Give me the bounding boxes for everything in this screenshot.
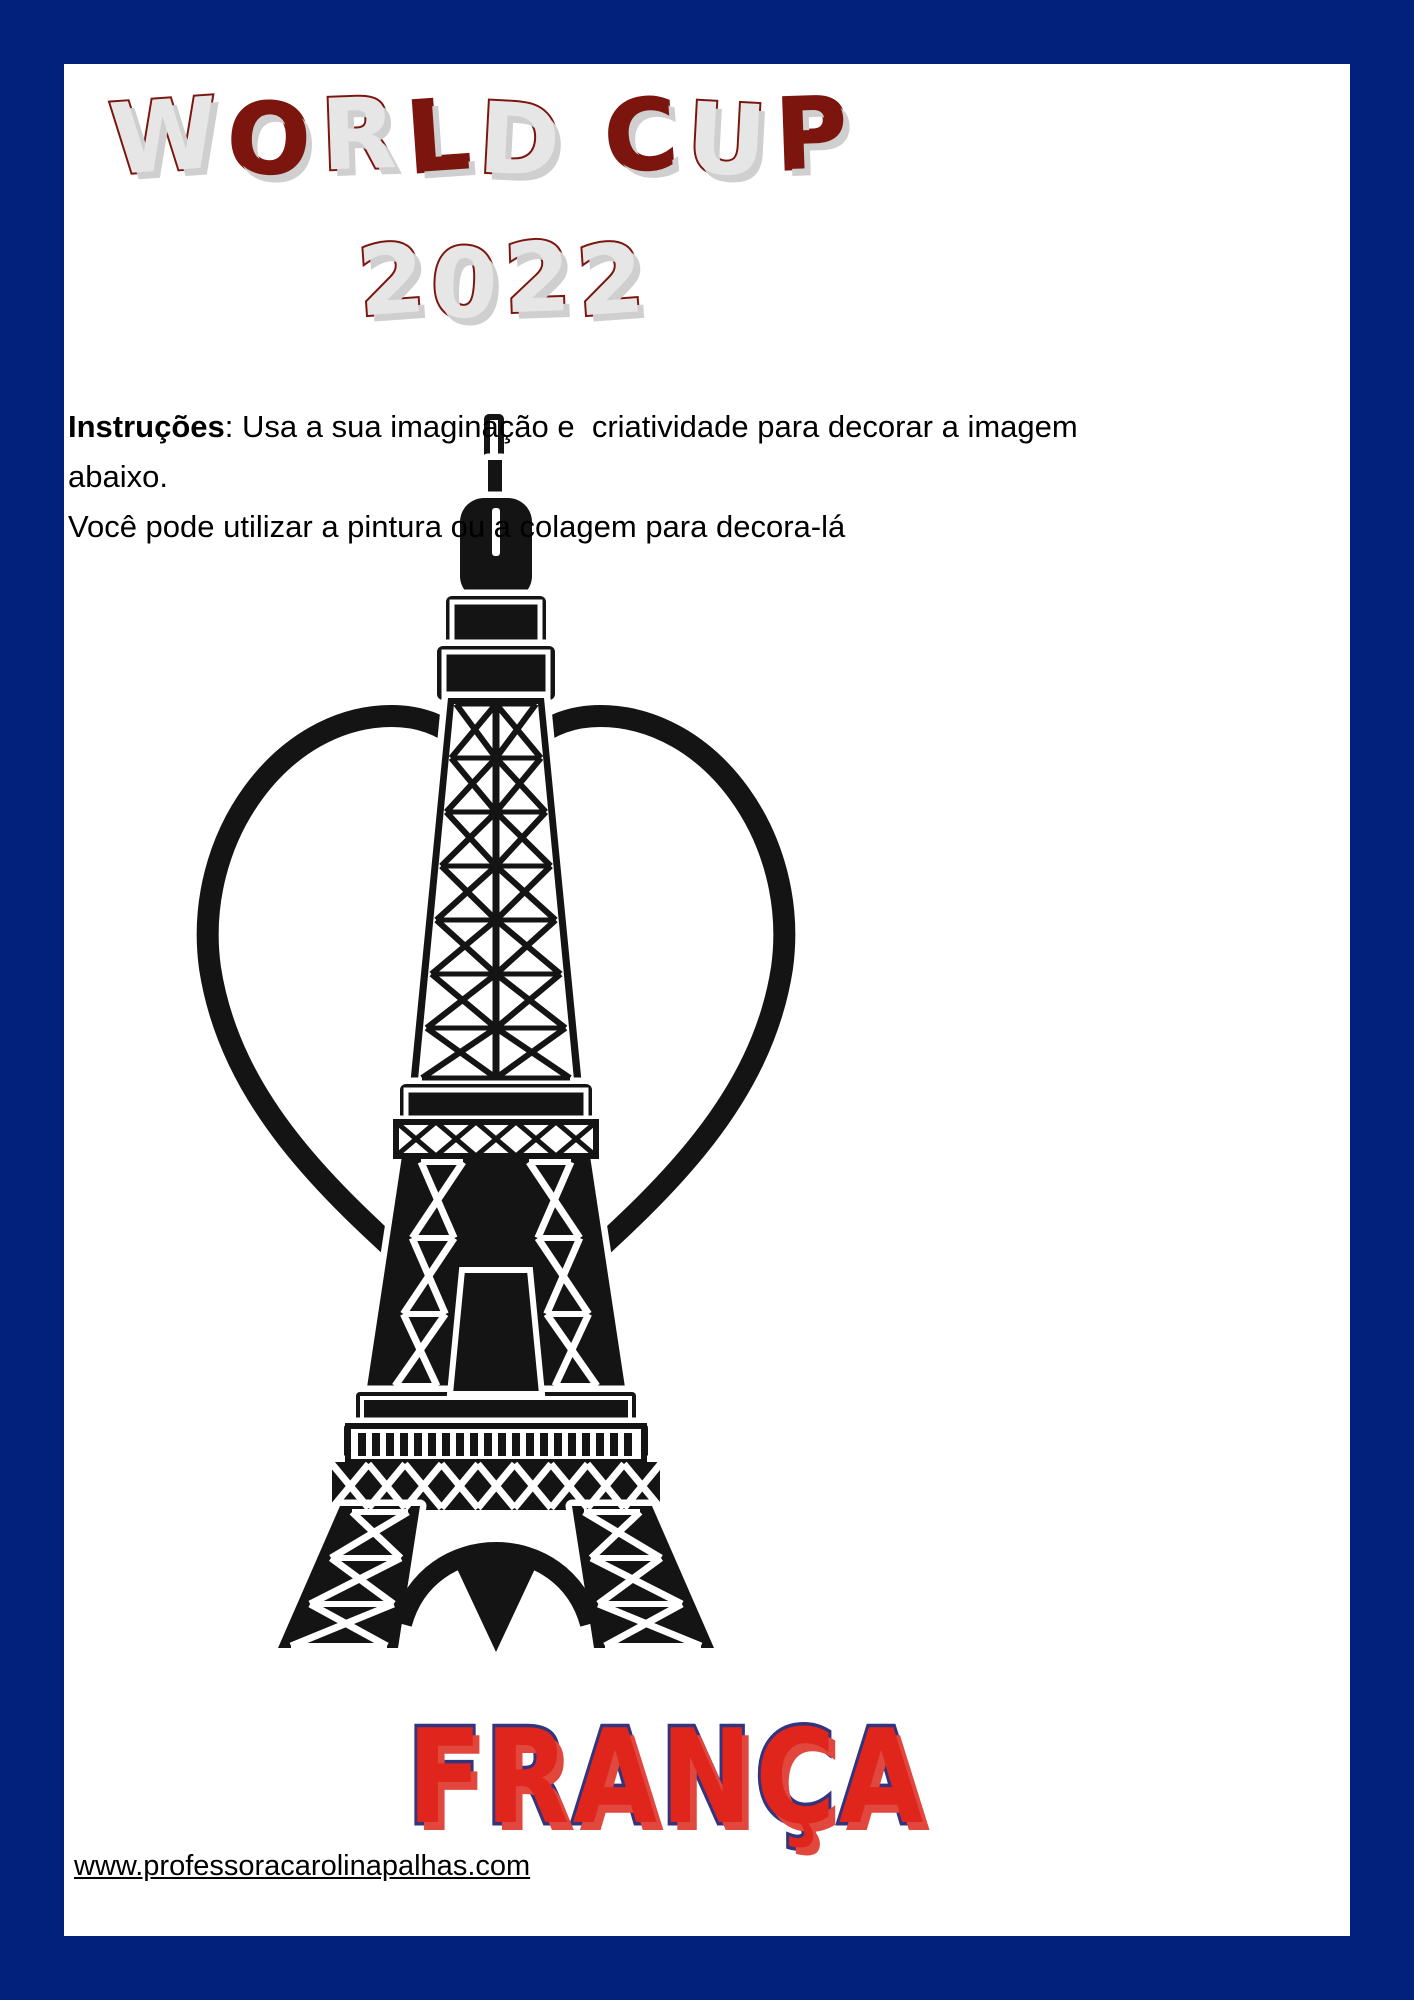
website-link[interactable]: www.professoracarolinapalhas.com (74, 1850, 531, 1882)
instructions-line1: : Usa a sua imaginação e criatividade para decorar a imagem abaixo. (68, 409, 1087, 494)
country-title: FRANÇA (407, 1701, 927, 1853)
eiffel-tower-heart-illustration (190, 408, 810, 1668)
instructions-label: Instruções (68, 409, 225, 444)
mid-doorway (450, 1270, 542, 1394)
instructions-line2: Você pode utilizar a pintura ou a colagem para decora-lá (68, 509, 846, 544)
page-content-area (64, 64, 1350, 1936)
title-year-2022: 2022 (354, 220, 654, 342)
title-world-cup: WORLD CUP (106, 76, 860, 201)
instructions-text (68, 402, 1087, 552)
